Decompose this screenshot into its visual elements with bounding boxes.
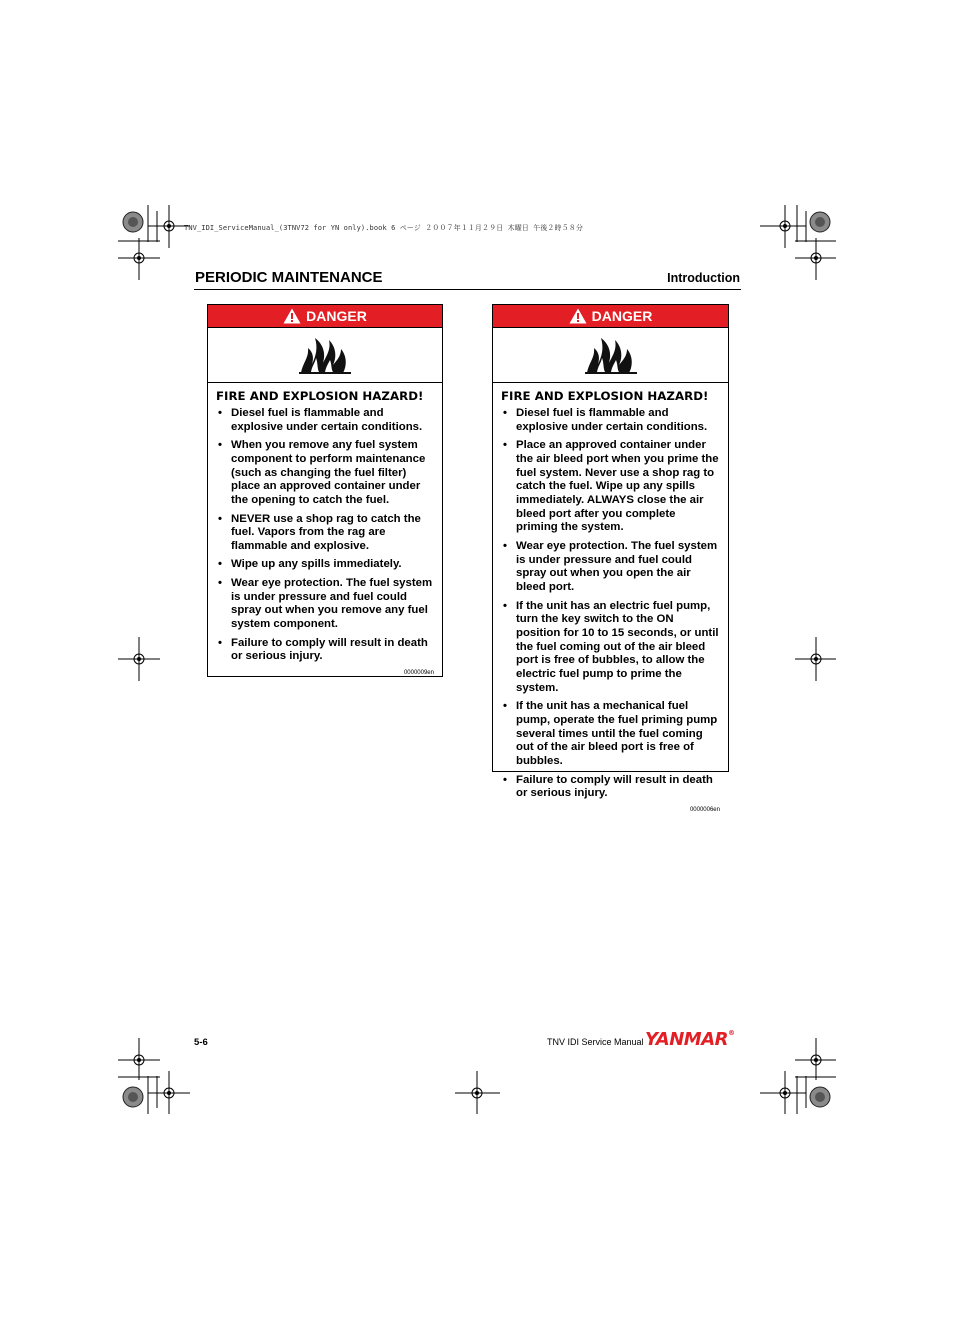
registered-mark: ® bbox=[728, 1029, 735, 1037]
fire-icon bbox=[585, 336, 637, 374]
message-code: 0000009en bbox=[403, 669, 434, 676]
danger-label: DANGER bbox=[591, 308, 653, 324]
flame-panel bbox=[493, 328, 728, 383]
print-note: TNV_IDI_ServiceManual_(3TNV72 for YN only).book 6 ページ ２００７年１１月２９日 木曜日 午後２時５８分 bbox=[184, 224, 583, 232]
page-number: 5-6 bbox=[194, 1037, 208, 1048]
list-item: • NEVER use a shop rag to catch the fuel. Vapors from the rag are flammable and explosive. bbox=[216, 513, 434, 554]
danger-box-2 bbox=[492, 304, 729, 813]
list-item: • Wear eye protection. The fuel system is under pressure and fuel could spray out when you open the air bleed port. bbox=[501, 540, 720, 595]
list-item: • Failure to comply will result in death or serious injury. bbox=[501, 774, 720, 801]
list-item: • If the unit has a mechanical fuel pump, operate the fuel priming pump several times until the fuel coming out of the air bleed port is free of bubbles. bbox=[501, 700, 720, 769]
flame-panel bbox=[208, 328, 442, 383]
header-rule bbox=[194, 289, 741, 290]
list-item: • If the unit has an electric fuel pump, turn the key switch to the ON position for 10 to 15 seconds, or until the fuel coming out of the air bleed port is free of bubbles, to allow the electric fuel pump to prime the system. bbox=[501, 600, 720, 696]
fire-icon bbox=[299, 336, 351, 374]
manual-name: TNV IDI Service Manual bbox=[547, 1037, 644, 1047]
list-item: • Diesel fuel is flammable and explosive under certain conditions. bbox=[216, 407, 434, 434]
hazard-list bbox=[501, 407, 720, 801]
danger-header bbox=[493, 305, 728, 328]
chapter-title: Introduction bbox=[667, 271, 740, 285]
list-item: • Failure to comply will result in death or serious injury. bbox=[216, 637, 434, 664]
list-item: • Place an approved container under the air bleed port when you prime the fuel system. Never use a shop rag to catch the fuel. Wipe up any spills immediately. ALWAYS close the air bleed port after you complete priming the system. bbox=[501, 439, 720, 535]
list-item: • Wipe up any spills immediately. bbox=[216, 558, 434, 572]
brand-logo bbox=[645, 1029, 735, 1050]
brand-name: YANMAR bbox=[645, 1029, 729, 1050]
warning-triangle-icon bbox=[283, 308, 301, 324]
list-item: • Diesel fuel is flammable and explosive under certain conditions. bbox=[501, 407, 720, 434]
danger-box-1 bbox=[207, 304, 443, 677]
message-code: 0000006en bbox=[689, 806, 720, 813]
danger-label: DANGER bbox=[306, 308, 367, 324]
list-item: • Wear eye protection. The fuel system is under pressure and fuel could spray out when you remove any fuel system component. bbox=[216, 577, 434, 632]
hazard-title: FIRE AND EXPLOSION HAZARD! bbox=[216, 389, 424, 403]
warning-triangle-icon bbox=[569, 308, 587, 324]
hazard-title: FIRE AND EXPLOSION HAZARD! bbox=[501, 389, 709, 403]
danger-header bbox=[208, 305, 442, 328]
hazard-list bbox=[216, 407, 434, 664]
section-title: PERIODIC MAINTENANCE bbox=[195, 269, 383, 286]
list-item: • When you remove any fuel system component to perform maintenance (such as changing the fuel filter) place an approved container under the opening to catch the fuel. bbox=[216, 439, 434, 508]
